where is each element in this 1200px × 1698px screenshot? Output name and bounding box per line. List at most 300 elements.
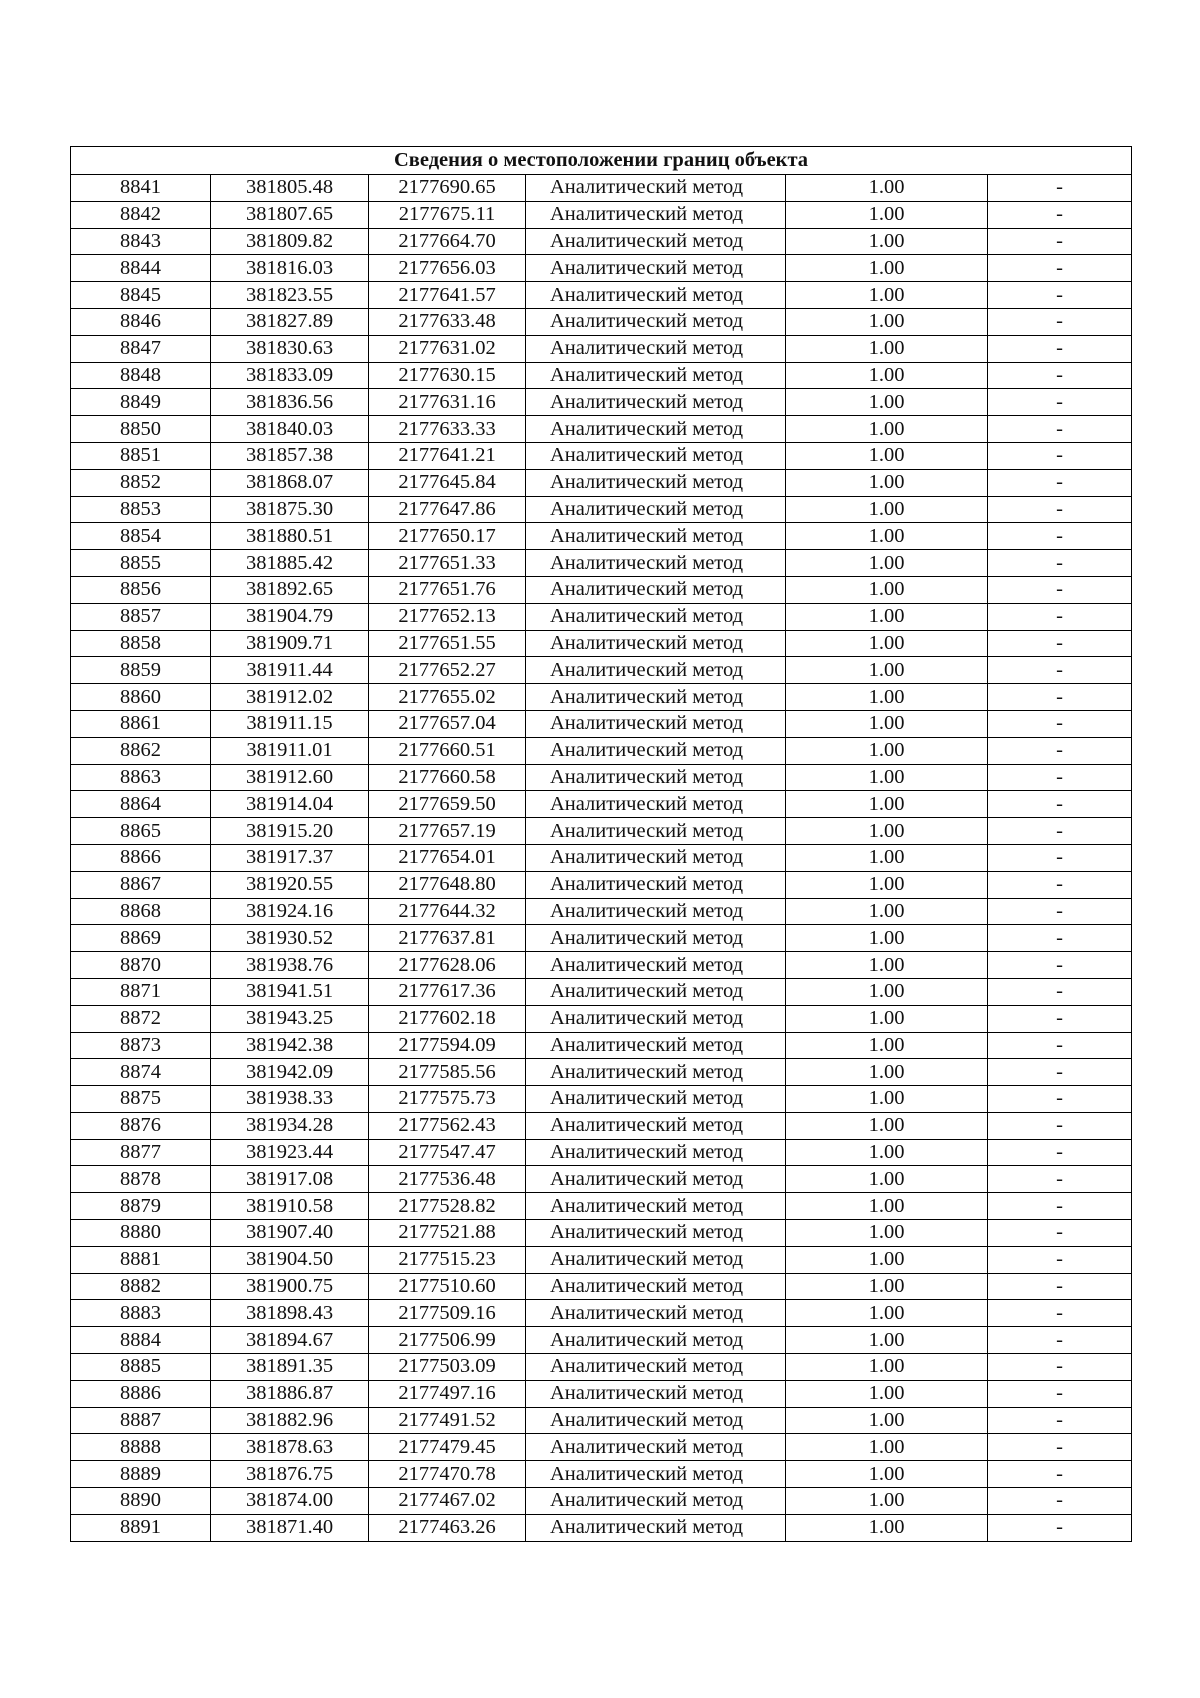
accuracy-cell: 1.00 xyxy=(786,1246,988,1273)
method-cell: Аналитический метод xyxy=(526,1220,786,1247)
y-coordinate-cell: 2177641.21 xyxy=(369,442,526,469)
table-row xyxy=(71,844,1132,871)
x-coordinate-cell: 381875.30 xyxy=(211,496,369,523)
y-coordinate-cell: 2177503.09 xyxy=(369,1354,526,1381)
point-number-cell: 8877 xyxy=(71,1139,211,1166)
x-coordinate-cell: 381923.44 xyxy=(211,1139,369,1166)
point-number-cell: 8868 xyxy=(71,898,211,925)
point-number-cell: 8870 xyxy=(71,952,211,979)
description-cell: - xyxy=(988,442,1132,469)
description-cell: - xyxy=(988,496,1132,523)
accuracy-cell: 1.00 xyxy=(786,1514,988,1541)
accuracy-cell: 1.00 xyxy=(786,1354,988,1381)
point-number-cell: 8846 xyxy=(71,308,211,335)
point-number-cell: 8885 xyxy=(71,1354,211,1381)
accuracy-cell: 1.00 xyxy=(786,1407,988,1434)
table-row xyxy=(71,764,1132,791)
accuracy-cell: 1.00 xyxy=(786,791,988,818)
x-coordinate-cell: 381827.89 xyxy=(211,308,369,335)
accuracy-cell: 1.00 xyxy=(786,550,988,577)
y-coordinate-cell: 2177654.01 xyxy=(369,844,526,871)
point-number-cell: 8843 xyxy=(71,228,211,255)
table-row xyxy=(71,1273,1132,1300)
point-number-cell: 8854 xyxy=(71,523,211,550)
description-cell: - xyxy=(988,710,1132,737)
description-cell: - xyxy=(988,1461,1132,1488)
method-cell: Аналитический метод xyxy=(526,282,786,309)
description-cell: - xyxy=(988,255,1132,282)
table-row xyxy=(71,1407,1132,1434)
y-coordinate-cell: 2177690.65 xyxy=(369,175,526,202)
x-coordinate-cell: 381907.40 xyxy=(211,1220,369,1247)
table-row xyxy=(71,335,1132,362)
description-cell: - xyxy=(988,1434,1132,1461)
y-coordinate-cell: 2177528.82 xyxy=(369,1193,526,1220)
table-row xyxy=(71,496,1132,523)
y-coordinate-cell: 2177633.33 xyxy=(369,416,526,443)
y-coordinate-cell: 2177562.43 xyxy=(369,1112,526,1139)
accuracy-cell: 1.00 xyxy=(786,952,988,979)
accuracy-cell: 1.00 xyxy=(786,496,988,523)
y-coordinate-cell: 2177628.06 xyxy=(369,952,526,979)
point-number-cell: 8882 xyxy=(71,1273,211,1300)
point-number-cell: 8866 xyxy=(71,844,211,871)
point-number-cell: 8857 xyxy=(71,603,211,630)
description-cell: - xyxy=(988,1273,1132,1300)
method-cell: Аналитический метод xyxy=(526,1434,786,1461)
method-cell: Аналитический метод xyxy=(526,925,786,952)
point-number-cell: 8881 xyxy=(71,1246,211,1273)
accuracy-cell: 1.00 xyxy=(786,416,988,443)
description-cell: - xyxy=(988,362,1132,389)
accuracy-cell: 1.00 xyxy=(786,737,988,764)
x-coordinate-cell: 381917.08 xyxy=(211,1166,369,1193)
table-row xyxy=(71,389,1132,416)
method-cell: Аналитический метод xyxy=(526,550,786,577)
y-coordinate-cell: 2177657.19 xyxy=(369,818,526,845)
description-cell: - xyxy=(988,603,1132,630)
description-cell: - xyxy=(988,1407,1132,1434)
table-row xyxy=(71,282,1132,309)
accuracy-cell: 1.00 xyxy=(786,871,988,898)
description-cell: - xyxy=(988,1193,1132,1220)
description-cell: - xyxy=(988,308,1132,335)
description-cell: - xyxy=(988,175,1132,202)
x-coordinate-cell: 381807.65 xyxy=(211,201,369,228)
accuracy-cell: 1.00 xyxy=(786,1273,988,1300)
accuracy-cell: 1.00 xyxy=(786,1220,988,1247)
table-row xyxy=(71,1434,1132,1461)
description-cell: - xyxy=(988,335,1132,362)
x-coordinate-cell: 381943.25 xyxy=(211,1005,369,1032)
point-number-cell: 8865 xyxy=(71,818,211,845)
table-row xyxy=(71,576,1132,603)
y-coordinate-cell: 2177491.52 xyxy=(369,1407,526,1434)
table-row xyxy=(71,442,1132,469)
point-number-cell: 8856 xyxy=(71,576,211,603)
x-coordinate-cell: 381938.76 xyxy=(211,952,369,979)
x-coordinate-cell: 381934.28 xyxy=(211,1112,369,1139)
point-number-cell: 8890 xyxy=(71,1488,211,1515)
point-number-cell: 8875 xyxy=(71,1086,211,1113)
method-cell: Аналитический метод xyxy=(526,630,786,657)
table-row xyxy=(71,1514,1132,1541)
table-title-row xyxy=(71,147,1132,175)
method-cell: Аналитический метод xyxy=(526,308,786,335)
y-coordinate-cell: 2177515.23 xyxy=(369,1246,526,1273)
x-coordinate-cell: 381891.35 xyxy=(211,1354,369,1381)
point-number-cell: 8845 xyxy=(71,282,211,309)
y-coordinate-cell: 2177497.16 xyxy=(369,1380,526,1407)
table-row xyxy=(71,1354,1132,1381)
table-row xyxy=(71,255,1132,282)
x-coordinate-cell: 381915.20 xyxy=(211,818,369,845)
x-coordinate-cell: 381910.58 xyxy=(211,1193,369,1220)
table-row xyxy=(71,1327,1132,1354)
x-coordinate-cell: 381900.75 xyxy=(211,1273,369,1300)
x-coordinate-cell: 381920.55 xyxy=(211,871,369,898)
table-row xyxy=(71,925,1132,952)
accuracy-cell: 1.00 xyxy=(786,925,988,952)
method-cell: Аналитический метод xyxy=(526,1112,786,1139)
method-cell: Аналитический метод xyxy=(526,1461,786,1488)
point-number-cell: 8851 xyxy=(71,442,211,469)
description-cell: - xyxy=(988,898,1132,925)
table-row xyxy=(71,818,1132,845)
accuracy-cell: 1.00 xyxy=(786,630,988,657)
description-cell: - xyxy=(988,1488,1132,1515)
x-coordinate-cell: 381874.00 xyxy=(211,1488,369,1515)
x-coordinate-cell: 381911.15 xyxy=(211,710,369,737)
y-coordinate-cell: 2177655.02 xyxy=(369,684,526,711)
method-cell: Аналитический метод xyxy=(526,1139,786,1166)
table-row xyxy=(71,469,1132,496)
description-cell: - xyxy=(988,282,1132,309)
accuracy-cell: 1.00 xyxy=(786,764,988,791)
accuracy-cell: 1.00 xyxy=(786,228,988,255)
point-number-cell: 8873 xyxy=(71,1032,211,1059)
table-row xyxy=(71,228,1132,255)
point-number-cell: 8891 xyxy=(71,1514,211,1541)
y-coordinate-cell: 2177656.03 xyxy=(369,255,526,282)
method-cell: Аналитический метод xyxy=(526,898,786,925)
method-cell: Аналитический метод xyxy=(526,1193,786,1220)
method-cell: Аналитический метод xyxy=(526,657,786,684)
accuracy-cell: 1.00 xyxy=(786,1059,988,1086)
point-number-cell: 8863 xyxy=(71,764,211,791)
y-coordinate-cell: 2177463.26 xyxy=(369,1514,526,1541)
method-cell: Аналитический метод xyxy=(526,844,786,871)
accuracy-cell: 1.00 xyxy=(786,1488,988,1515)
x-coordinate-cell: 381833.09 xyxy=(211,362,369,389)
point-number-cell: 8867 xyxy=(71,871,211,898)
y-coordinate-cell: 2177536.48 xyxy=(369,1166,526,1193)
method-cell: Аналитический метод xyxy=(526,791,786,818)
accuracy-cell: 1.00 xyxy=(786,710,988,737)
y-coordinate-cell: 2177594.09 xyxy=(369,1032,526,1059)
y-coordinate-cell: 2177660.58 xyxy=(369,764,526,791)
method-cell: Аналитический метод xyxy=(526,442,786,469)
point-number-cell: 8848 xyxy=(71,362,211,389)
table-row xyxy=(71,603,1132,630)
y-coordinate-cell: 2177631.02 xyxy=(369,335,526,362)
point-number-cell: 8886 xyxy=(71,1380,211,1407)
table-row xyxy=(71,1059,1132,1086)
table-row xyxy=(71,737,1132,764)
description-cell: - xyxy=(988,1220,1132,1247)
table-row xyxy=(71,1032,1132,1059)
point-number-cell: 8879 xyxy=(71,1193,211,1220)
description-cell: - xyxy=(988,684,1132,711)
x-coordinate-cell: 381886.87 xyxy=(211,1380,369,1407)
accuracy-cell: 1.00 xyxy=(786,1166,988,1193)
accuracy-cell: 1.00 xyxy=(786,389,988,416)
table-row xyxy=(71,898,1132,925)
accuracy-cell: 1.00 xyxy=(786,1005,988,1032)
point-number-cell: 8869 xyxy=(71,925,211,952)
x-coordinate-cell: 381805.48 xyxy=(211,175,369,202)
y-coordinate-cell: 2177647.86 xyxy=(369,496,526,523)
point-number-cell: 8850 xyxy=(71,416,211,443)
method-cell: Аналитический метод xyxy=(526,416,786,443)
method-cell: Аналитический метод xyxy=(526,1059,786,1086)
x-coordinate-cell: 381871.40 xyxy=(211,1514,369,1541)
x-coordinate-cell: 381904.50 xyxy=(211,1246,369,1273)
y-coordinate-cell: 2177630.15 xyxy=(369,362,526,389)
accuracy-cell: 1.00 xyxy=(786,335,988,362)
accuracy-cell: 1.00 xyxy=(786,442,988,469)
table-row xyxy=(71,1246,1132,1273)
accuracy-cell: 1.00 xyxy=(786,844,988,871)
y-coordinate-cell: 2177641.57 xyxy=(369,282,526,309)
table-row xyxy=(71,684,1132,711)
point-number-cell: 8862 xyxy=(71,737,211,764)
point-number-cell: 8859 xyxy=(71,657,211,684)
description-cell: - xyxy=(988,576,1132,603)
accuracy-cell: 1.00 xyxy=(786,201,988,228)
method-cell: Аналитический метод xyxy=(526,603,786,630)
y-coordinate-cell: 2177645.84 xyxy=(369,469,526,496)
x-coordinate-cell: 381876.75 xyxy=(211,1461,369,1488)
method-cell: Аналитический метод xyxy=(526,335,786,362)
method-cell: Аналитический метод xyxy=(526,1514,786,1541)
accuracy-cell: 1.00 xyxy=(786,657,988,684)
table-row xyxy=(71,1166,1132,1193)
point-number-cell: 8883 xyxy=(71,1300,211,1327)
description-cell: - xyxy=(988,1112,1132,1139)
description-cell: - xyxy=(988,550,1132,577)
method-cell: Аналитический метод xyxy=(526,1327,786,1354)
table-row xyxy=(71,657,1132,684)
method-cell: Аналитический метод xyxy=(526,871,786,898)
table-row xyxy=(71,978,1132,1005)
accuracy-cell: 1.00 xyxy=(786,1380,988,1407)
description-cell: - xyxy=(988,201,1132,228)
boundary-coordinates-table xyxy=(70,146,1132,1542)
y-coordinate-cell: 2177660.51 xyxy=(369,737,526,764)
description-cell: - xyxy=(988,1354,1132,1381)
x-coordinate-cell: 381912.60 xyxy=(211,764,369,791)
y-coordinate-cell: 2177509.16 xyxy=(369,1300,526,1327)
description-cell: - xyxy=(988,764,1132,791)
point-number-cell: 8872 xyxy=(71,1005,211,1032)
table-row xyxy=(71,201,1132,228)
table-row xyxy=(71,523,1132,550)
point-number-cell: 8864 xyxy=(71,791,211,818)
method-cell: Аналитический метод xyxy=(526,1407,786,1434)
method-cell: Аналитический метод xyxy=(526,1246,786,1273)
description-cell: - xyxy=(988,1166,1132,1193)
point-number-cell: 8874 xyxy=(71,1059,211,1086)
x-coordinate-cell: 381938.33 xyxy=(211,1086,369,1113)
accuracy-cell: 1.00 xyxy=(786,1139,988,1166)
y-coordinate-cell: 2177659.50 xyxy=(369,791,526,818)
method-cell: Аналитический метод xyxy=(526,1032,786,1059)
method-cell: Аналитический метод xyxy=(526,1380,786,1407)
method-cell: Аналитический метод xyxy=(526,389,786,416)
description-cell: - xyxy=(988,389,1132,416)
method-cell: Аналитический метод xyxy=(526,1488,786,1515)
description-cell: - xyxy=(988,469,1132,496)
y-coordinate-cell: 2177652.13 xyxy=(369,603,526,630)
method-cell: Аналитический метод xyxy=(526,1273,786,1300)
accuracy-cell: 1.00 xyxy=(786,1193,988,1220)
table-row xyxy=(71,1139,1132,1166)
y-coordinate-cell: 2177657.04 xyxy=(369,710,526,737)
x-coordinate-cell: 381917.37 xyxy=(211,844,369,871)
method-cell: Аналитический метод xyxy=(526,1300,786,1327)
table-row xyxy=(71,710,1132,737)
accuracy-cell: 1.00 xyxy=(786,978,988,1005)
table-row xyxy=(71,362,1132,389)
accuracy-cell: 1.00 xyxy=(786,308,988,335)
x-coordinate-cell: 381930.52 xyxy=(211,925,369,952)
description-cell: - xyxy=(988,952,1132,979)
description-cell: - xyxy=(988,1086,1132,1113)
accuracy-cell: 1.00 xyxy=(786,1461,988,1488)
table-body xyxy=(71,147,1132,1542)
description-cell: - xyxy=(988,630,1132,657)
method-cell: Аналитический метод xyxy=(526,523,786,550)
accuracy-cell: 1.00 xyxy=(786,255,988,282)
method-cell: Аналитический метод xyxy=(526,1166,786,1193)
point-number-cell: 8871 xyxy=(71,978,211,1005)
table-row xyxy=(71,416,1132,443)
table-row xyxy=(71,952,1132,979)
method-cell: Аналитический метод xyxy=(526,201,786,228)
point-number-cell: 8849 xyxy=(71,389,211,416)
point-number-cell: 8876 xyxy=(71,1112,211,1139)
point-number-cell: 8853 xyxy=(71,496,211,523)
x-coordinate-cell: 381830.63 xyxy=(211,335,369,362)
x-coordinate-cell: 381942.09 xyxy=(211,1059,369,1086)
description-cell: - xyxy=(988,1059,1132,1086)
accuracy-cell: 1.00 xyxy=(786,1434,988,1461)
description-cell: - xyxy=(988,871,1132,898)
accuracy-cell: 1.00 xyxy=(786,1300,988,1327)
y-coordinate-cell: 2177617.36 xyxy=(369,978,526,1005)
point-number-cell: 8858 xyxy=(71,630,211,657)
method-cell: Аналитический метод xyxy=(526,228,786,255)
x-coordinate-cell: 381892.65 xyxy=(211,576,369,603)
method-cell: Аналитический метод xyxy=(526,737,786,764)
method-cell: Аналитический метод xyxy=(526,362,786,389)
method-cell: Аналитический метод xyxy=(526,764,786,791)
point-number-cell: 8884 xyxy=(71,1327,211,1354)
description-cell: - xyxy=(988,657,1132,684)
point-number-cell: 8880 xyxy=(71,1220,211,1247)
description-cell: - xyxy=(988,1005,1132,1032)
point-number-cell: 8841 xyxy=(71,175,211,202)
x-coordinate-cell: 381885.42 xyxy=(211,550,369,577)
method-cell: Аналитический метод xyxy=(526,1354,786,1381)
method-cell: Аналитический метод xyxy=(526,710,786,737)
table-row xyxy=(71,308,1132,335)
x-coordinate-cell: 381909.71 xyxy=(211,630,369,657)
y-coordinate-cell: 2177648.80 xyxy=(369,871,526,898)
x-coordinate-cell: 381941.51 xyxy=(211,978,369,1005)
y-coordinate-cell: 2177651.33 xyxy=(369,550,526,577)
description-cell: - xyxy=(988,1300,1132,1327)
method-cell: Аналитический метод xyxy=(526,818,786,845)
table-row xyxy=(71,1193,1132,1220)
table-title: Сведения о местоположении границ объекта xyxy=(71,147,1132,175)
table-row xyxy=(71,871,1132,898)
method-cell: Аналитический метод xyxy=(526,175,786,202)
x-coordinate-cell: 381911.44 xyxy=(211,657,369,684)
y-coordinate-cell: 2177644.32 xyxy=(369,898,526,925)
y-coordinate-cell: 2177602.18 xyxy=(369,1005,526,1032)
description-cell: - xyxy=(988,978,1132,1005)
point-number-cell: 8855 xyxy=(71,550,211,577)
description-cell: - xyxy=(988,1380,1132,1407)
y-coordinate-cell: 2177575.73 xyxy=(369,1086,526,1113)
x-coordinate-cell: 381942.38 xyxy=(211,1032,369,1059)
description-cell: - xyxy=(988,1032,1132,1059)
y-coordinate-cell: 2177631.16 xyxy=(369,389,526,416)
accuracy-cell: 1.00 xyxy=(786,898,988,925)
accuracy-cell: 1.00 xyxy=(786,1086,988,1113)
y-coordinate-cell: 2177510.60 xyxy=(369,1273,526,1300)
description-cell: - xyxy=(988,1139,1132,1166)
point-number-cell: 8842 xyxy=(71,201,211,228)
method-cell: Аналитический метод xyxy=(526,576,786,603)
point-number-cell: 8887 xyxy=(71,1407,211,1434)
method-cell: Аналитический метод xyxy=(526,255,786,282)
point-number-cell: 8888 xyxy=(71,1434,211,1461)
table-row xyxy=(71,1461,1132,1488)
table-row xyxy=(71,1220,1132,1247)
point-number-cell: 8844 xyxy=(71,255,211,282)
table-row xyxy=(71,1300,1132,1327)
y-coordinate-cell: 2177521.88 xyxy=(369,1220,526,1247)
y-coordinate-cell: 2177637.81 xyxy=(369,925,526,952)
description-cell: - xyxy=(988,925,1132,952)
method-cell: Аналитический метод xyxy=(526,496,786,523)
point-number-cell: 8861 xyxy=(71,710,211,737)
y-coordinate-cell: 2177651.76 xyxy=(369,576,526,603)
point-number-cell: 8852 xyxy=(71,469,211,496)
table-row xyxy=(71,550,1132,577)
description-cell: - xyxy=(988,523,1132,550)
table-row xyxy=(71,1380,1132,1407)
x-coordinate-cell: 381868.07 xyxy=(211,469,369,496)
accuracy-cell: 1.00 xyxy=(786,469,988,496)
x-coordinate-cell: 381898.43 xyxy=(211,1300,369,1327)
y-coordinate-cell: 2177651.55 xyxy=(369,630,526,657)
description-cell: - xyxy=(988,1246,1132,1273)
x-coordinate-cell: 381882.96 xyxy=(211,1407,369,1434)
